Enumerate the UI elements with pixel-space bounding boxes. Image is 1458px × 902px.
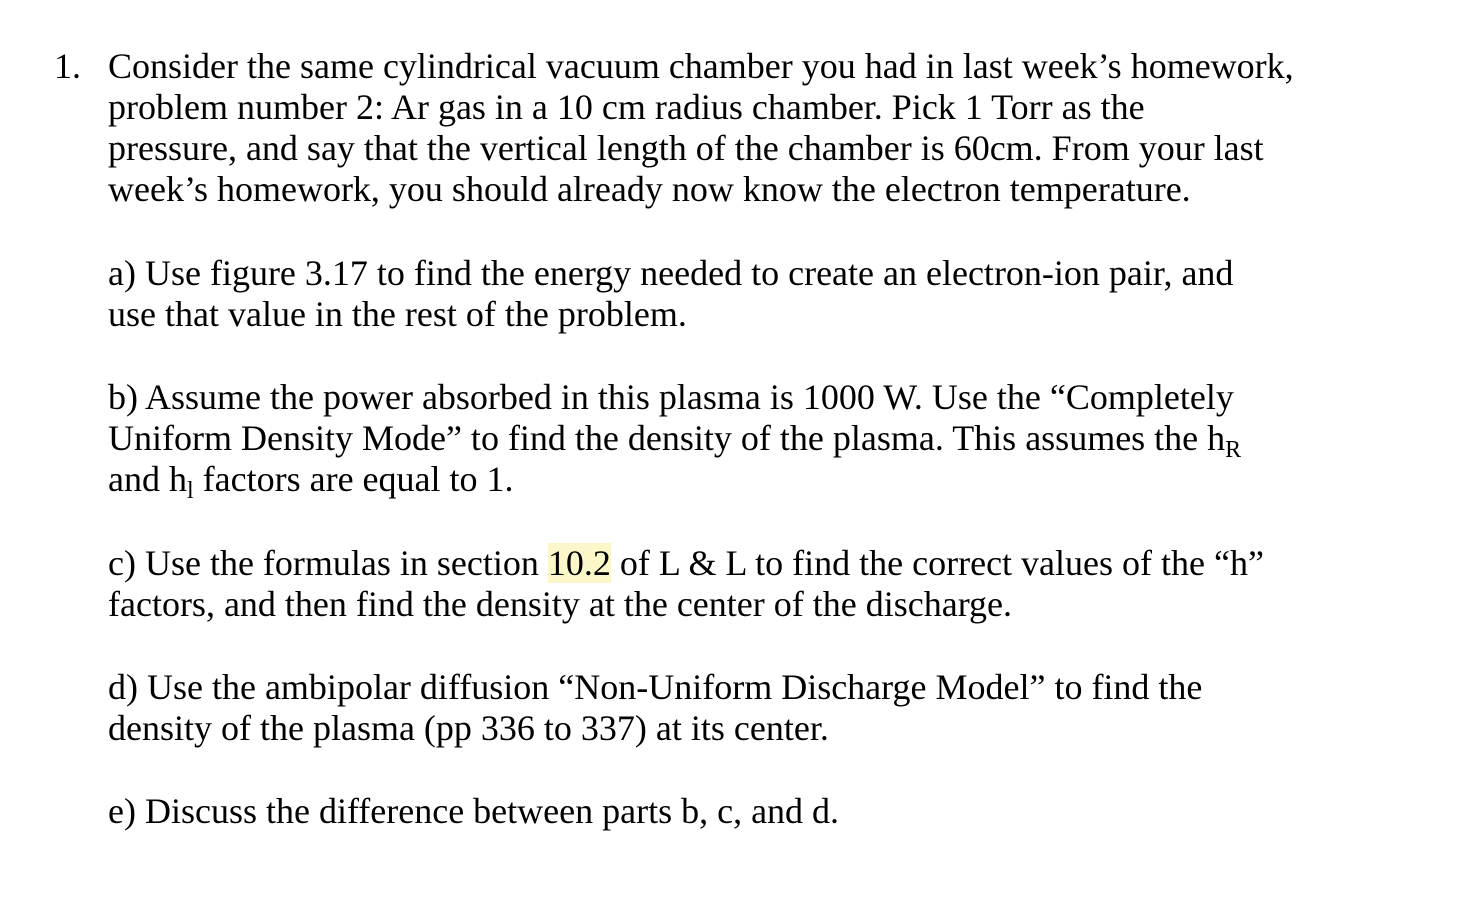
part-b-text: Uniform Density Mode” to find the density of the plasma. This assumes the h (108, 418, 1226, 458)
problem-number: 1. (54, 46, 81, 86)
part-c (108, 543, 1264, 625)
part-e-line: e) Discuss the difference between parts b, c, and d. (108, 791, 840, 831)
part-a-line: a) Use figure 3.17 to find the energy needed to create an electron-ion pair, and (108, 253, 1234, 293)
intro-line: Consider the same cylindrical vacuum chamber you had in last week’s homework, (108, 46, 1294, 86)
part-b-text: and h (108, 459, 187, 499)
part-d-line: d) Use the ambipolar diffusion “Non-Uniform Discharge Model” to find the (108, 667, 1203, 707)
part-d-line: density of the plasma (pp 336 to 337) at its center. (108, 708, 829, 748)
part-b-line: b) Assume the power absorbed in this plasma is 1000 W. Use the “Completely (108, 377, 1234, 417)
part-a (108, 253, 1233, 335)
part-c-line: factors, and then find the density at the center of the discharge. (108, 584, 1013, 624)
part-e (108, 791, 839, 832)
part-b-line (108, 459, 1241, 504)
part-b-text: factors are equal to 1. (193, 459, 514, 499)
part-d (108, 667, 1202, 749)
intro-line: week’s homework, you should already now know the electron temperature. (108, 169, 1191, 209)
problem-intro (108, 46, 1294, 210)
part-c-line (108, 543, 1264, 584)
part-b-line (108, 418, 1242, 463)
intro-line: pressure, and say that the vertical length of the chamber is 60cm. From your last (108, 128, 1264, 168)
part-c-text: c) Use the formulas in section (108, 543, 548, 583)
part-c-text: of L & L to find the correct values of the “h” (610, 543, 1264, 583)
subscript-r: R (1225, 437, 1242, 463)
highlighted-section-number[interactable]: 10.2 (547, 543, 611, 583)
part-a-line: use that value in the rest of the problem. (108, 294, 687, 334)
subscript-l: l (186, 478, 194, 504)
part-b (108, 377, 1242, 504)
intro-line: problem number 2: Ar gas in a 10 cm radius chamber. Pick 1 Torr as the (108, 87, 1145, 127)
